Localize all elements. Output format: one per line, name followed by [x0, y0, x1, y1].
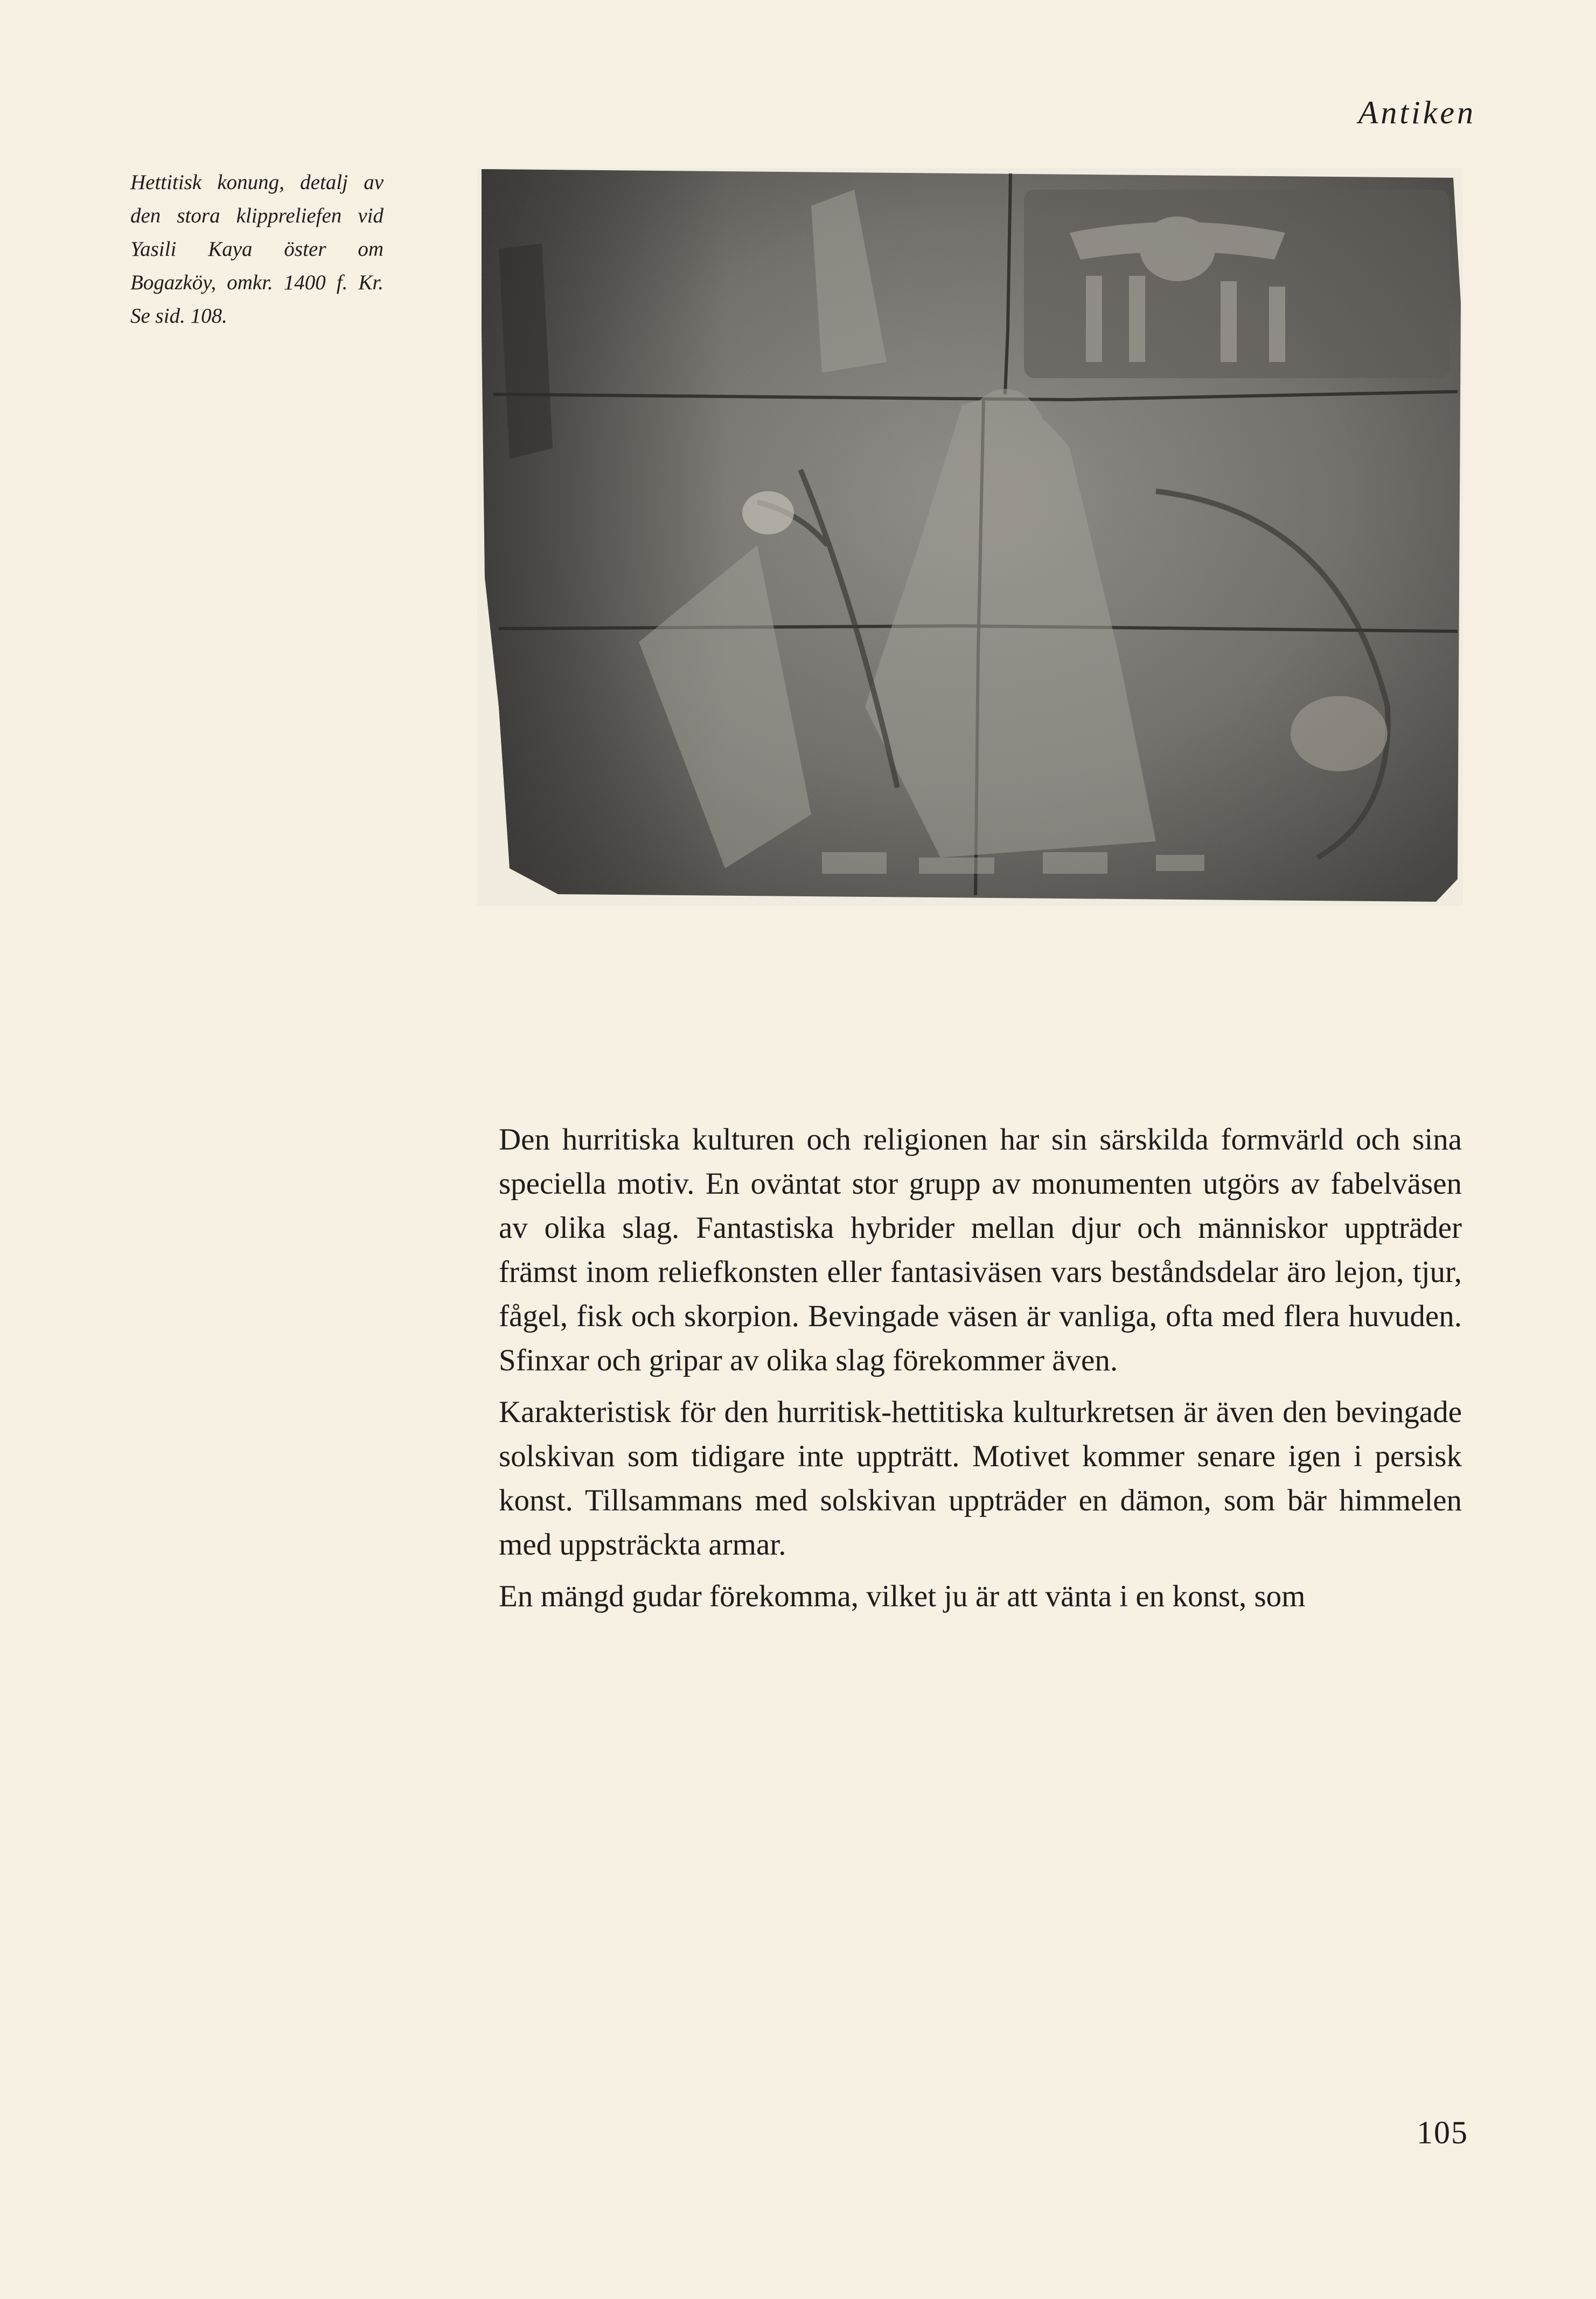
page-number: 105	[1417, 2115, 1468, 2150]
relief-photograph	[477, 168, 1463, 906]
paragraph: Den hurritiska kulturen och religionen har sin särskilda formvärld och sina speciella motiv. En oväntat stor grupp av monumenten utgörs av fabelväsen av olika slag. Fantastiska hybrider mellan djur och människor uppträder främst inom reliefkonsten eller fantasiväsen vars beståndsdelar äro lejon, tjur, fågel, fisk och skorpion. Bevingade väsen är vanliga, ofta med flera huvuden. Sfinxar och gripar av olika slag förekommer även.	[499, 1123, 1462, 1377]
paragraph: En mängd gudar förekomma, vilket ju är att vänta i en konst, som	[499, 1579, 1306, 1613]
paragraph: Karakteristisk för den hurritisk-hettitiska kulturkretsen är även den bevingade solskivan som tidigare inte uppträtt. Motivet kommer senare igen i persisk konst. Tillsammans med solskivan uppträder en dämon, som bär himmelen med uppsträckta armar.	[499, 1395, 1462, 1562]
running-header: Antiken	[1358, 95, 1476, 130]
figure-caption: Hettitisk konung, detalj av den stora klippreliefen vid Yasili Kaya öster om Bogazköy, omkr. 1400 f. Kr. Se sid. 108.	[130, 171, 384, 328]
body-text	[499, 1118, 1462, 1626]
